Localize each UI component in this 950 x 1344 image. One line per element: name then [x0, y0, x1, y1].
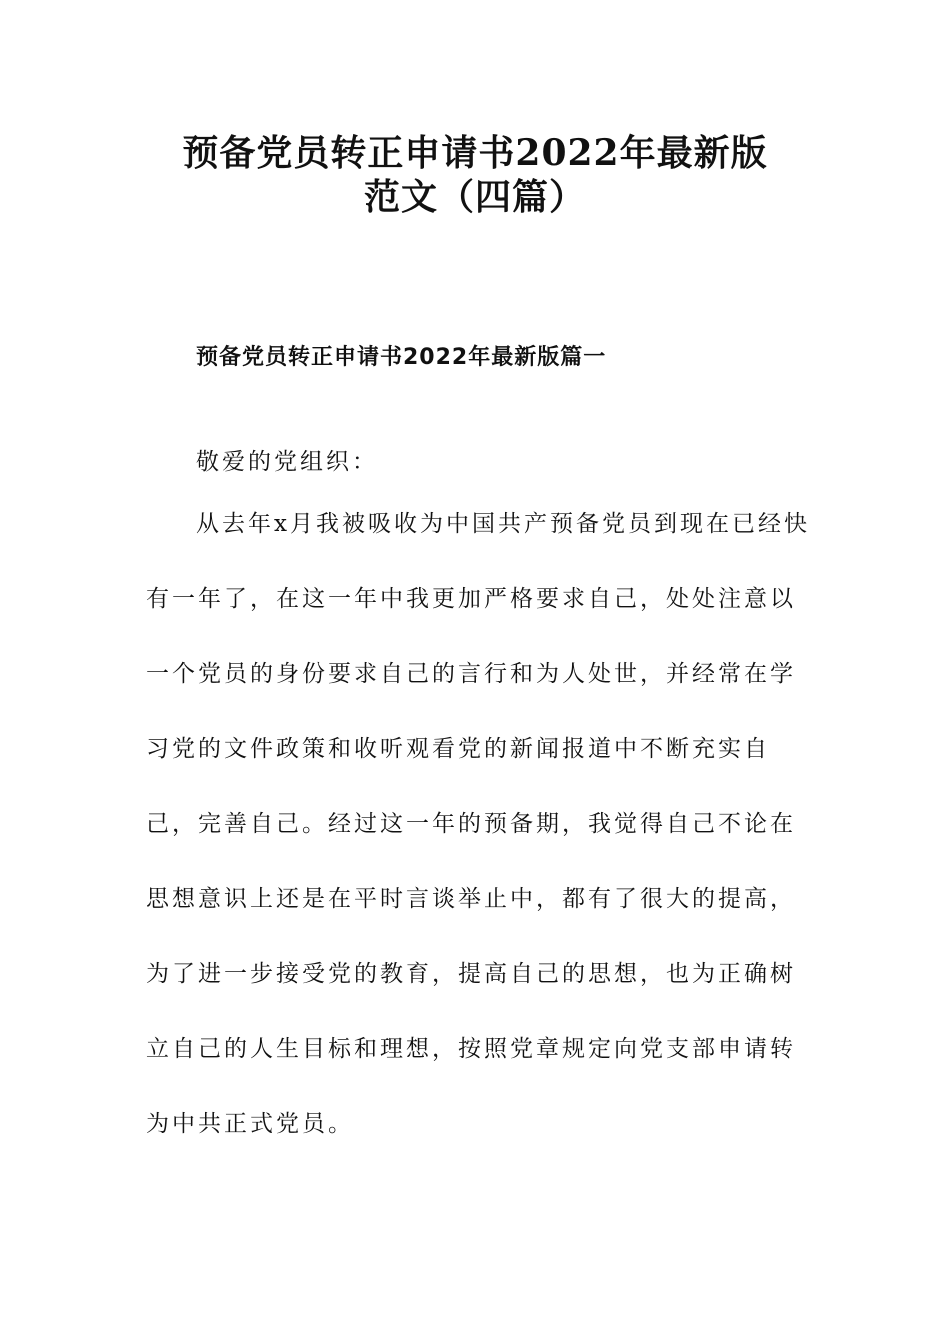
body-line: 一个党员的身份要求自己的言行和为人处世，并经常在学	[146, 661, 796, 687]
body-line: 思想意识上还是在平时言谈举止中，都有了很大的提高，	[146, 886, 796, 912]
body-paragraph	[146, 499, 836, 1174]
salutation: 敬爱的党组织：	[196, 449, 378, 475]
body-line: 为中共正式党员。	[146, 1111, 354, 1137]
body-line: 立自己的人生目标和理想，按照党章规定向党支部申请转	[146, 1036, 796, 1062]
body-line: 有一年了，在这一年中我更加严格要求自己，处处注意以	[146, 586, 796, 612]
document-title-line-2: 范文（四篇）	[363, 176, 586, 218]
body-line: 己，完善自己。经过这一年的预备期，我觉得自己不论在	[146, 811, 796, 837]
section-heading: 预备党员转正申请书2022年最新版篇一	[196, 345, 607, 370]
body-line: 习党的文件政策和收听观看党的新闻报道中不断充实自	[146, 736, 770, 762]
body-line: 从去年x月我被吸收为中国共产预备党员到现在已经快	[196, 511, 810, 537]
document-title-line-1: 预备党员转正申请书2022年最新版	[182, 132, 768, 174]
body-line: 为了进一步接受党的教育，提高自己的思想，也为正确树	[146, 961, 796, 987]
